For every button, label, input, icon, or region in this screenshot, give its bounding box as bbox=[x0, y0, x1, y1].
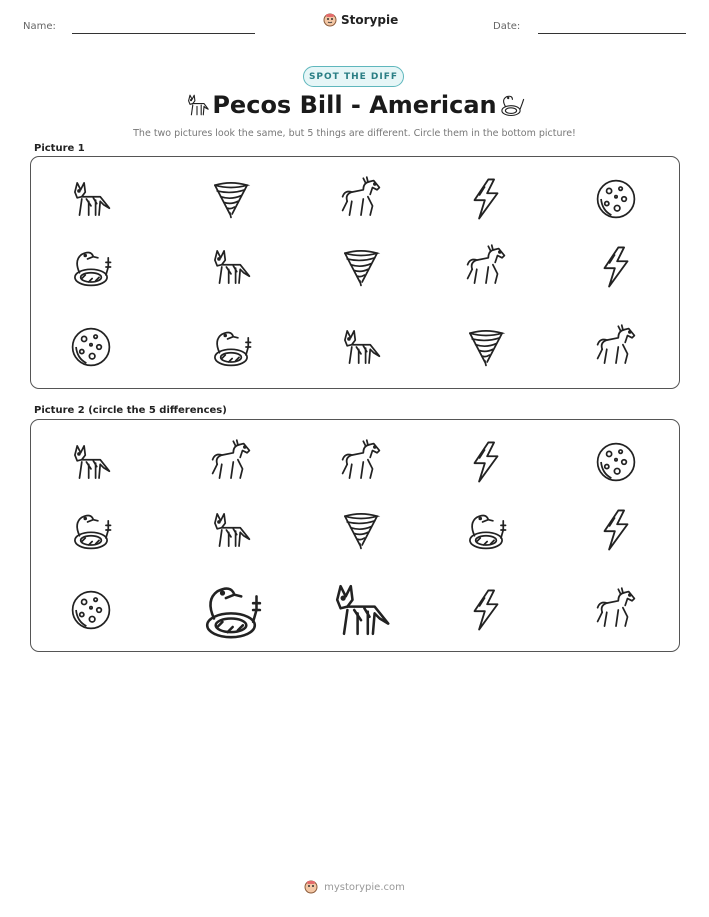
picture1-cell-r2c1 bbox=[68, 244, 114, 290]
rattlesnake-icon bbox=[208, 324, 254, 370]
picture2-cell-r3c2[interactable] bbox=[197, 576, 265, 644]
picture2-cell-r2c3[interactable] bbox=[338, 507, 384, 553]
horse-icon bbox=[338, 439, 384, 485]
date-field[interactable] bbox=[538, 33, 686, 34]
rattlesnake-icon bbox=[463, 507, 509, 553]
snake-icon bbox=[497, 91, 525, 119]
picture2-cell-r1c4[interactable] bbox=[463, 439, 509, 485]
picture2-cell-r1c5[interactable] bbox=[593, 439, 639, 485]
moon-icon bbox=[68, 324, 114, 370]
rattlesnake-icon bbox=[68, 244, 114, 290]
lightning-icon bbox=[463, 587, 509, 633]
storypie-mascot-icon bbox=[304, 880, 318, 894]
tornado-icon bbox=[338, 507, 384, 553]
picture1-cell-r1c2 bbox=[208, 176, 254, 222]
page-title: Pecos Bill - American bbox=[212, 91, 497, 119]
date-label: Date: bbox=[493, 21, 521, 32]
picture1-cell-r2c5 bbox=[593, 244, 639, 290]
picture2-cell-r2c4[interactable] bbox=[463, 507, 509, 553]
title-rattlesnake-icon bbox=[497, 91, 525, 119]
picture1-cell-r3c1 bbox=[68, 324, 114, 370]
horse-icon bbox=[593, 587, 639, 633]
picture2-cell-r3c5[interactable] bbox=[593, 587, 639, 633]
rattlesnake-icon bbox=[197, 576, 265, 644]
picture1-cell-r2c2 bbox=[208, 244, 254, 290]
horse-icon bbox=[208, 439, 254, 485]
moon-icon bbox=[68, 587, 114, 633]
picture2-cell-r3c3[interactable] bbox=[327, 576, 395, 644]
picture1-cell-r1c3 bbox=[338, 176, 384, 222]
picture1-cell-r3c5 bbox=[593, 324, 639, 370]
picture2-cell-r2c5[interactable] bbox=[593, 507, 639, 553]
coyote-icon bbox=[68, 439, 114, 485]
picture1-cell-r3c3 bbox=[338, 324, 384, 370]
tornado-icon bbox=[338, 244, 384, 290]
picture1-cell-r3c2 bbox=[208, 324, 254, 370]
instructions: The two pictures look the same, but 5 things are different. Circle them in the bottom picture! bbox=[133, 128, 576, 139]
moon-icon bbox=[593, 439, 639, 485]
tornado-icon bbox=[208, 176, 254, 222]
lightning-icon bbox=[593, 244, 639, 290]
picture1-grid bbox=[31, 157, 679, 388]
picture2-cell-r3c1[interactable] bbox=[68, 587, 114, 633]
picture2-cell-r3c4[interactable] bbox=[463, 587, 509, 633]
name-label: Name: bbox=[23, 21, 56, 32]
coyote-icon bbox=[68, 176, 114, 222]
picture1-panel bbox=[30, 156, 680, 389]
spot-the-diff-badge: SPOT THE DIFF bbox=[303, 66, 404, 87]
picture2-cell-r1c2[interactable] bbox=[208, 439, 254, 485]
coyote-icon bbox=[208, 244, 254, 290]
picture2-grid bbox=[31, 420, 679, 651]
picture1-cell-r2c3 bbox=[338, 244, 384, 290]
coyote-icon bbox=[208, 507, 254, 553]
coyote-icon bbox=[338, 324, 384, 370]
picture1-cell-r1c1 bbox=[68, 176, 114, 222]
lightning-icon bbox=[463, 176, 509, 222]
storypie-mascot-icon bbox=[323, 13, 337, 27]
picture2-cell-r2c1[interactable] bbox=[68, 507, 114, 553]
picture1-cell-r2c4 bbox=[463, 244, 509, 290]
brand-logo bbox=[323, 13, 398, 27]
lightning-icon bbox=[593, 507, 639, 553]
picture2-cell-r2c2[interactable] bbox=[208, 507, 254, 553]
picture1-cell-r3c4 bbox=[463, 324, 509, 370]
lightning-icon bbox=[463, 439, 509, 485]
picture1-label: Picture 1 bbox=[34, 143, 85, 154]
brand-name: Storypie bbox=[341, 13, 399, 27]
name-field[interactable] bbox=[72, 33, 255, 34]
horse-icon bbox=[463, 244, 509, 290]
footer-site: mystorypie.com bbox=[324, 881, 405, 893]
picture1-cell-r1c5 bbox=[593, 176, 639, 222]
rattlesnake-icon bbox=[68, 507, 114, 553]
horse-icon bbox=[593, 324, 639, 370]
picture2-label: Picture 2 (circle the 5 differences) bbox=[34, 405, 227, 416]
horse-icon bbox=[338, 176, 384, 222]
tornado-icon bbox=[463, 324, 509, 370]
moon-icon bbox=[593, 176, 639, 222]
picture2-cell-r1c3[interactable] bbox=[338, 439, 384, 485]
picture2-panel[interactable] bbox=[30, 419, 680, 652]
footer bbox=[0, 880, 709, 894]
picture2-cell-r1c1[interactable] bbox=[68, 439, 114, 485]
picture1-cell-r1c4 bbox=[463, 176, 509, 222]
coyote-icon bbox=[327, 576, 395, 644]
